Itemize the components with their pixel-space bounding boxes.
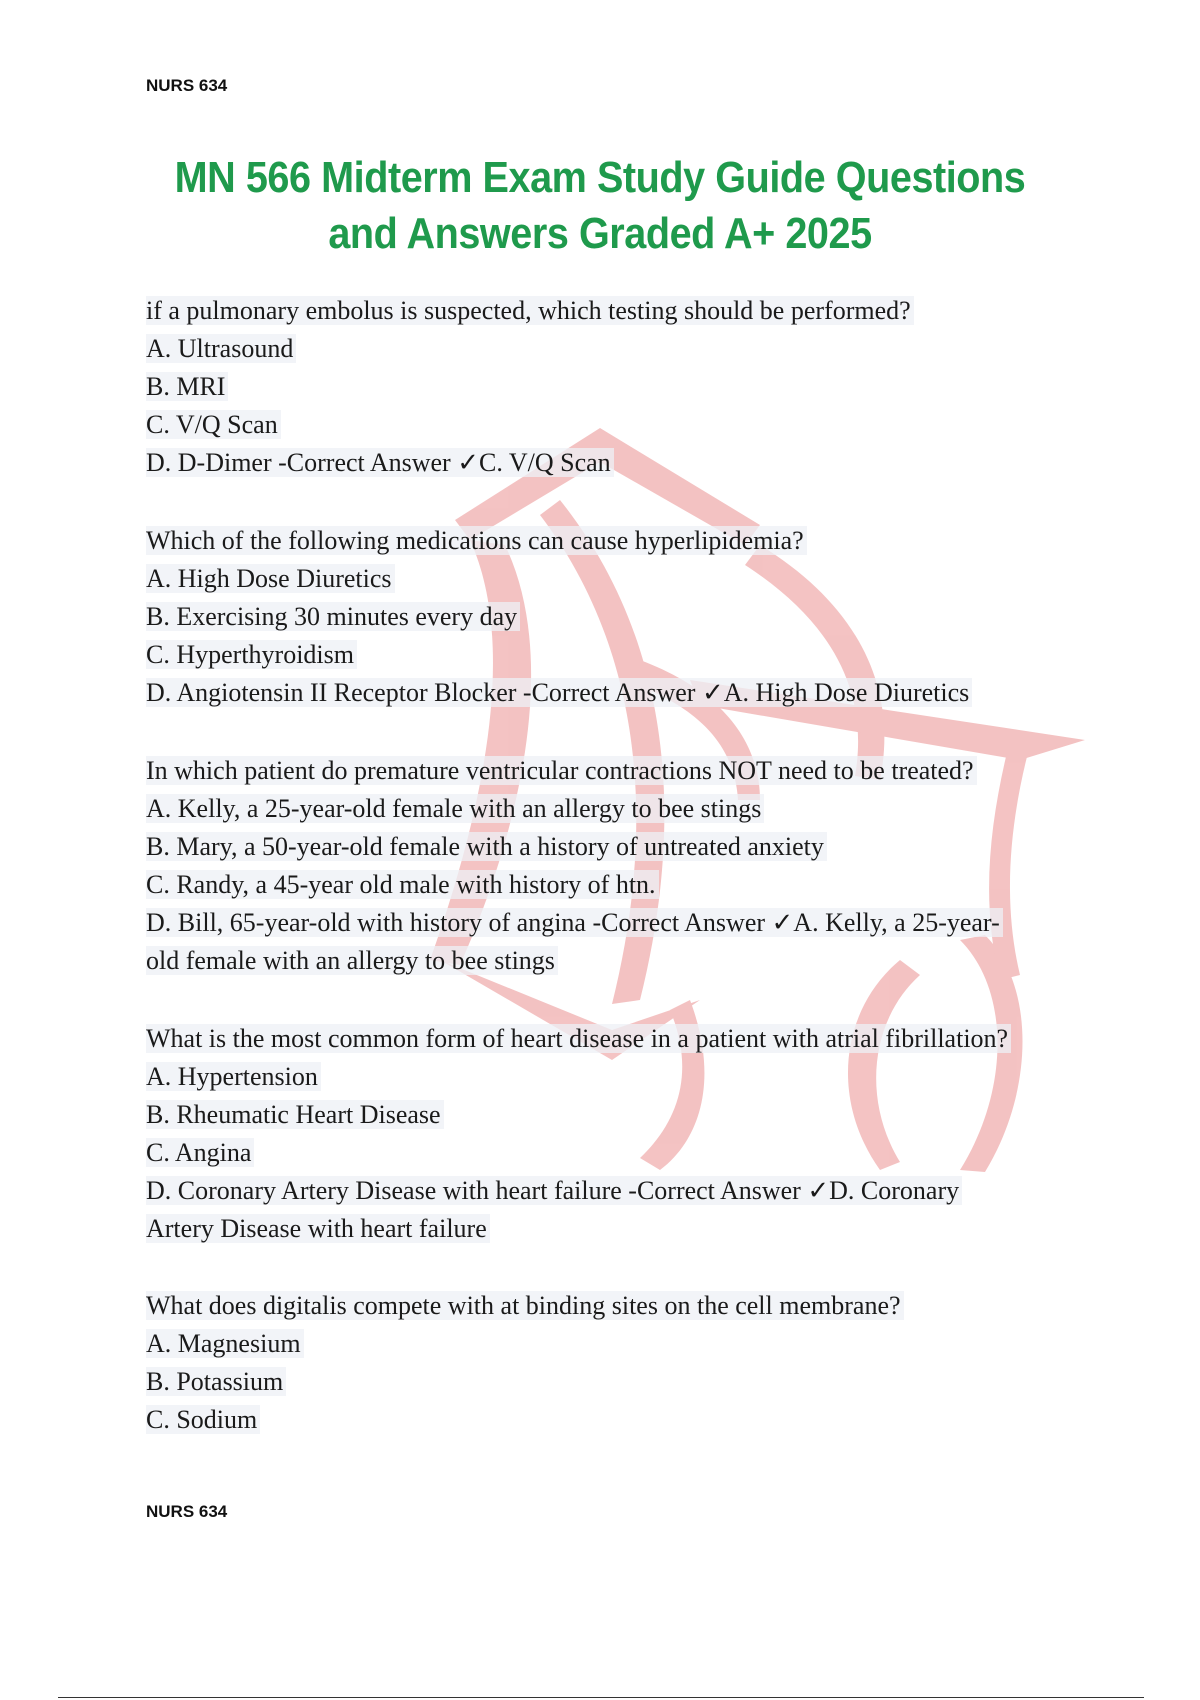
- question-block-4: [146, 1020, 1086, 1248]
- answer-option-with-correct-answer: D. Coronary Artery Disease with heart failure -Correct Answer ✓D. Coronary: [146, 1176, 962, 1205]
- question-text: if a pulmonary embolus is suspected, which testing should be performed?: [146, 296, 914, 325]
- page-bottom-rule: [58, 1697, 1144, 1698]
- answer-option: C. Randy, a 45-year old male with history of htn.: [146, 870, 659, 899]
- answer-option: A. Ultrasound: [146, 334, 296, 363]
- page-title: [0, 150, 1200, 262]
- answer-option-continuation: Artery Disease with heart failure: [146, 1214, 490, 1243]
- question-block-2: [146, 522, 1086, 712]
- question-text: In which patient do premature ventricular contractions NOT need to be treated?: [146, 756, 977, 785]
- question-text: What is the most common form of heart disease in a patient with atrial fibrillation?: [146, 1024, 1011, 1053]
- answer-option: A. Kelly, a 25-year-old female with an allergy to bee stings: [146, 794, 764, 823]
- answer-option: B. Potassium: [146, 1367, 286, 1396]
- question-block-3: [146, 752, 1086, 980]
- footer-course-code: NURS 634: [146, 1502, 228, 1521]
- answer-option-continuation: old female with an allergy to bee stings: [146, 946, 558, 975]
- answer-option: B. MRI: [146, 372, 228, 401]
- answer-option: B. Rheumatic Heart Disease: [146, 1100, 444, 1129]
- header-course-code: NURS 634: [146, 76, 228, 95]
- question-block-5: [146, 1287, 1086, 1439]
- answer-option-with-correct-answer: D. Bill, 65-year-old with history of angina -Correct Answer ✓A. Kelly, a 25-year-: [146, 908, 1003, 937]
- question-text: What does digitalis compete with at binding sites on the cell membrane?: [146, 1291, 904, 1320]
- answer-option: C. Hyperthyroidism: [146, 640, 357, 669]
- answer-option: A. Hypertension: [146, 1062, 321, 1091]
- answer-option: B. Mary, a 50-year-old female with a history of untreated anxiety: [146, 832, 827, 861]
- page-title-line-2: and Answers Graded A+ 2025: [328, 209, 872, 258]
- answer-option: A. Magnesium: [146, 1329, 304, 1358]
- answer-option: C. Angina: [146, 1138, 254, 1167]
- question-block-1: [146, 292, 1086, 482]
- answer-option-with-correct-answer: D. Angiotensin II Receptor Blocker -Correct Answer ✓A. High Dose Diuretics: [146, 678, 972, 707]
- answer-option-with-correct-answer: D. D-Dimer -Correct Answer ✓C. V/Q Scan: [146, 448, 614, 477]
- answer-option: C. V/Q Scan: [146, 410, 281, 439]
- question-text: Which of the following medications can cause hyperlipidemia?: [146, 526, 807, 555]
- answer-option: B. Exercising 30 minutes every day: [146, 602, 520, 631]
- answer-option: A. High Dose Diuretics: [146, 564, 395, 593]
- page-title-line-1: MN 566 Midterm Exam Study Guide Questions: [174, 153, 1026, 202]
- answer-option: C. Sodium: [146, 1405, 260, 1434]
